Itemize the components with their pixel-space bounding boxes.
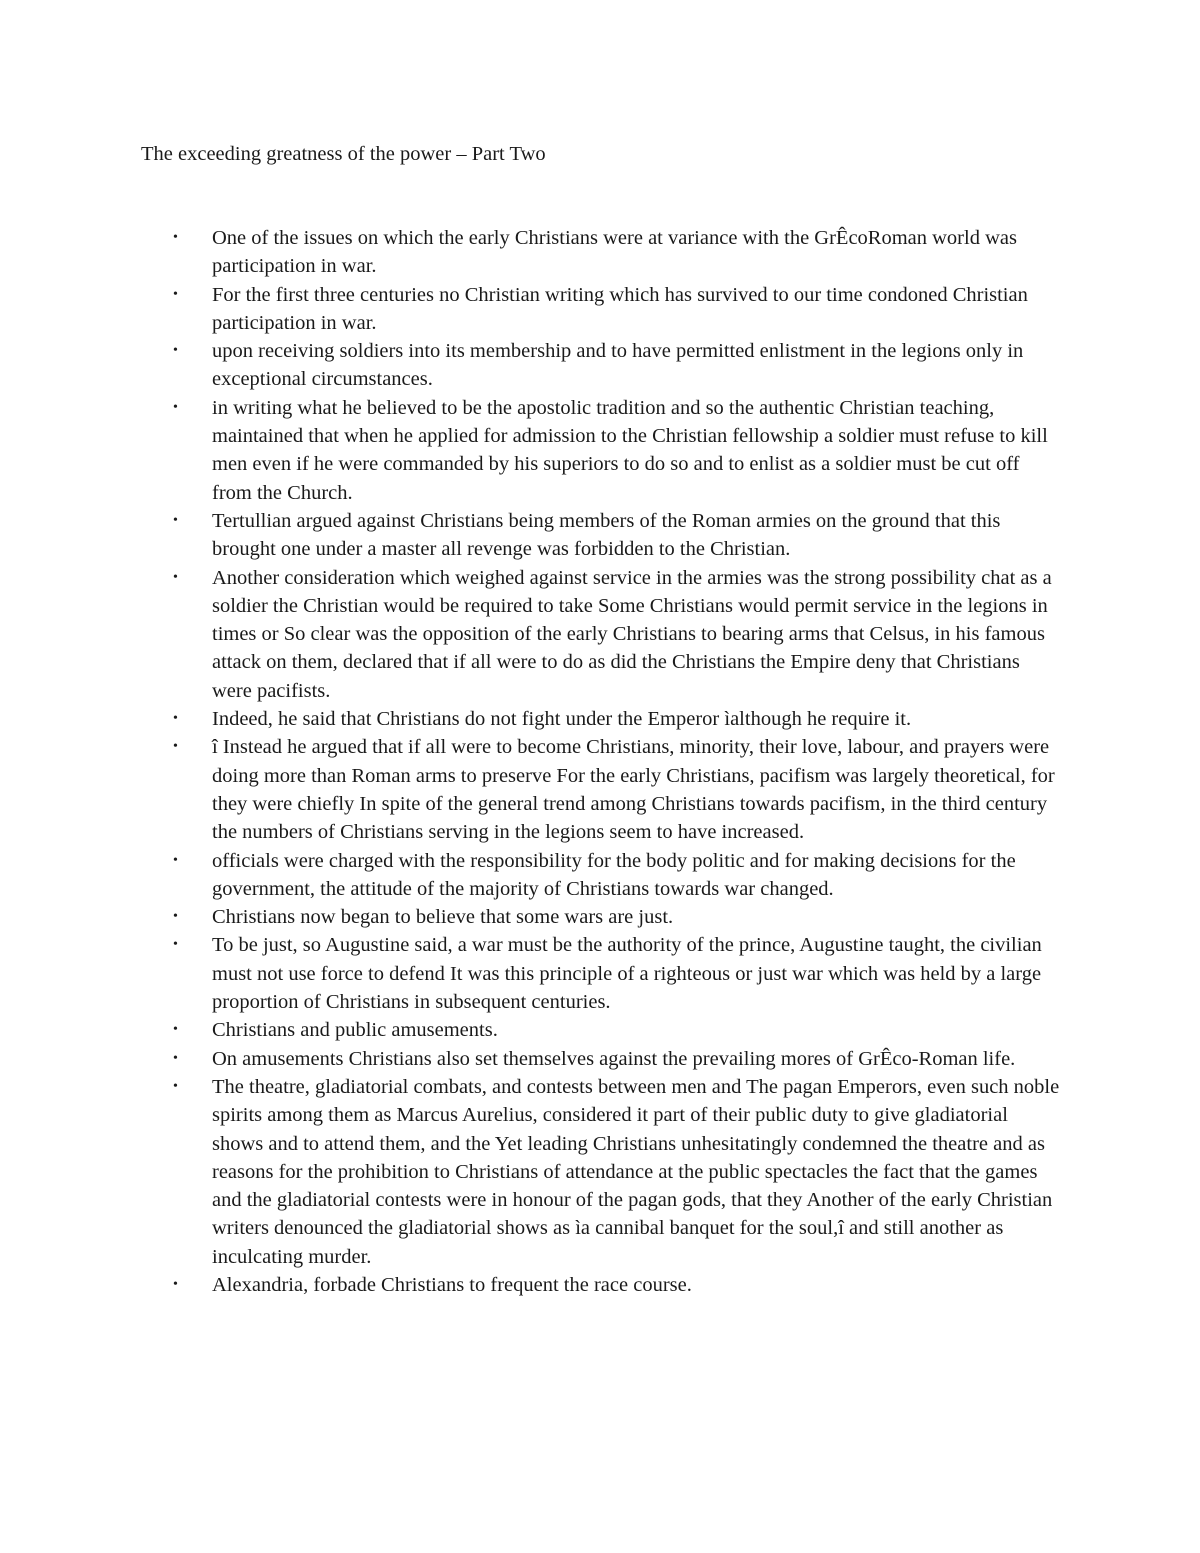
list-item: [173, 1073, 1062, 1271]
document-title: The exceeding greatness of the power – Part Two: [141, 143, 546, 165]
list-item: [173, 847, 1062, 904]
list-item: [173, 903, 1062, 931]
list-item: [173, 931, 1062, 1016]
bullet-icon: •: [173, 711, 178, 727]
list-item: [173, 337, 1062, 394]
list-item-text: To be just, so Augustine said, a war must be the authority of the prince, Augustine taught, the civilian must not use force to defend It was this principle of a righteous or just war which was held by a large proportion of Christians in subsequent centuries.: [212, 934, 1042, 1014]
list-item-text: Christians now began to believe that some wars are just.: [212, 906, 674, 929]
list-item: [173, 507, 1062, 564]
bullet-icon: •: [173, 739, 178, 755]
list-item-text: For the first three centuries no Christian writing which has survived to our time condoned Christian participation in war.: [212, 283, 1028, 334]
bullet-icon: •: [173, 909, 178, 925]
bullet-icon: •: [173, 1022, 178, 1038]
list-item-text: officials were charged with the responsibility for the body politic and for making decisions for the government, the attitude of the majority of Christians towards war changed.: [212, 849, 1016, 900]
bullet-icon: •: [173, 230, 178, 245]
list-item: [173, 1045, 1062, 1073]
bullet-icon: •: [173, 1050, 178, 1066]
bullet-icon: •: [173, 286, 178, 302]
list-item-text: One of the issues on which the early Christians were at variance with the GrÊcoRoman world was participation in war.: [212, 227, 1017, 278]
list-item: [173, 224, 1062, 281]
list-item: [173, 281, 1062, 338]
bullet-icon: •: [173, 569, 178, 585]
bullet-icon: •: [173, 1078, 178, 1094]
bullet-icon: •: [173, 852, 178, 868]
list-item-text: Alexandria, forbade Christians to frequent the race course.: [212, 1273, 692, 1296]
list-item: [173, 733, 1062, 846]
bullet-icon: •: [173, 937, 178, 953]
list-item-text: The theatre, gladiatorial combats, and contests between men and The pagan Emperors, even such noble spirits among them as Marcus Aurelius, considered it part of their public duty to give gladiatorial shows and to attend them, and the Yet leading Christians unhesitatingly condemned the theatre and as reasons for the prohibition to Christians of attendance at the public spectacles the fact that the games and the gladiatorial contests were in honour of the pagan gods, that they Another of the early Christian writers denounced the gladiatorial shows as ìa cannibal banquet for the soul,î and still another as inculcating murder.: [212, 1075, 1060, 1268]
bullet-icon: •: [173, 399, 178, 415]
list-item-text: Another consideration which weighed against service in the armies was the strong possibility chat as a soldier the Christian would be required to take Some Christians would permit service in the legions in times or So clear was the opposition of the early Christians to bearing arms that Celsus, in his famous attack on them, declared that if all were to do as did the Christians the Empire deny that Christians were pacifists.: [212, 566, 1052, 702]
bullet-icon: •: [173, 512, 178, 528]
list-item: [173, 394, 1062, 507]
list-item-text: Tertullian argued against Christians being members of the Roman armies on the ground that this brought one under a master all revenge was forbidden to the Christian.: [212, 509, 1001, 561]
bullet-icon: •: [173, 343, 178, 359]
list-item-text: Indeed, he said that Christians do not fight under the Emperor ìalthough he require it.: [212, 708, 912, 731]
list-item-text: Christians and public amusements.: [212, 1019, 498, 1042]
bullet-list: [173, 224, 1062, 1299]
list-item-text: upon receiving soldiers into its membership and to have permitted enlistment in the legions only in exceptional circumstances.: [212, 340, 1024, 391]
list-item: [173, 1016, 1062, 1044]
list-item: [173, 564, 1062, 705]
list-item-text: On amusements Christians also set themselves against the prevailing mores of GrÊco-Roman life.: [212, 1047, 1016, 1070]
bullet-icon: •: [173, 1276, 178, 1292]
list-item-text: in writing what he believed to be the apostolic tradition and so the authentic Christian teaching, maintained that when he applied for admission to the Christian fellowship a soldier must refuse to kill men even if he were commanded by his superiors to do so and to enlist as a soldier must be cut off from the Church.: [212, 396, 1048, 504]
list-item: [173, 1271, 1062, 1299]
list-item-text: î Instead he argued that if all were to become Christians, minority, their love, labour, and prayers were doing more than Roman arms to preserve For the early Christians, pacifism was largely theoretical, for they were chiefly In spite of the general trend among Christians towards pacifism, in the third century the numbers of Christians serving in the legions seem to have increased.: [212, 736, 1055, 844]
list-item: [173, 705, 1062, 733]
